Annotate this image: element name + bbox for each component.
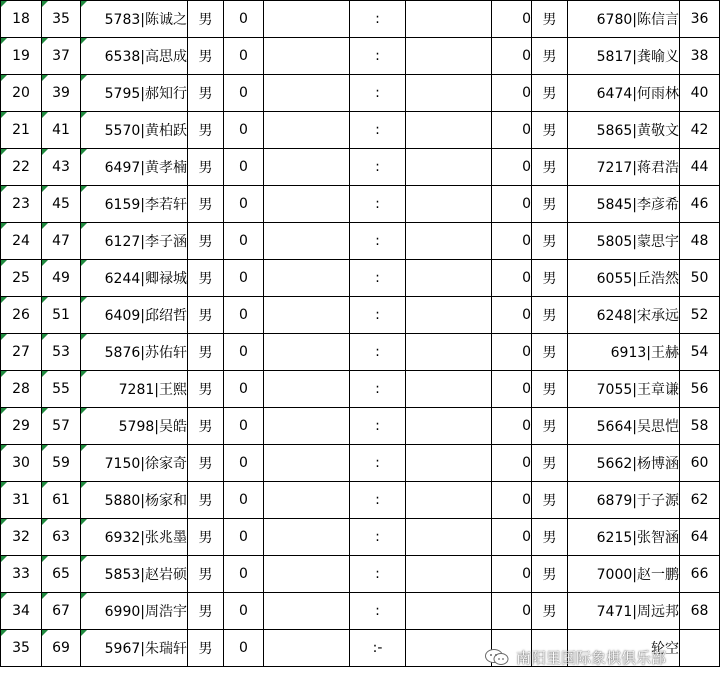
- result-left-blank-cell: [264, 112, 350, 149]
- table-row: [1, 223, 720, 260]
- left-score-cell: 0: [224, 334, 264, 371]
- result-right-blank-cell: [406, 112, 492, 149]
- result-separator-cell: :: [350, 38, 406, 75]
- right-seed-cell: [680, 630, 720, 667]
- wechat-icon: [484, 648, 510, 666]
- right-seed-cell: 46: [680, 186, 720, 223]
- right-seed-cell: 64: [680, 519, 720, 556]
- result-left-blank-cell: [264, 149, 350, 186]
- table-row: [1, 112, 720, 149]
- right-player-cell: 6780|陈信言: [568, 1, 680, 38]
- result-left-blank-cell: [264, 223, 350, 260]
- left-gender-cell: 男: [188, 593, 224, 630]
- result-separator-cell: :: [350, 482, 406, 519]
- result-separator-cell: :: [350, 223, 406, 260]
- result-right-blank-cell: [406, 1, 492, 38]
- table-row: [1, 260, 720, 297]
- left-seed-cell: 49: [42, 260, 81, 297]
- left-seed-cell: 37: [42, 38, 81, 75]
- result-right-blank-cell: [406, 371, 492, 408]
- watermark: [484, 646, 666, 668]
- result-separator-cell: :: [350, 408, 406, 445]
- result-right-blank-cell: [406, 75, 492, 112]
- right-score-cell: 0: [492, 38, 532, 75]
- left-score-cell: 0: [224, 75, 264, 112]
- right-score-cell: 0: [492, 445, 532, 482]
- result-left-blank-cell: [264, 334, 350, 371]
- result-separator-cell: :: [350, 371, 406, 408]
- left-gender-cell: 男: [188, 1, 224, 38]
- left-seed-cell: 57: [42, 408, 81, 445]
- right-gender-cell: 男: [532, 149, 568, 186]
- left-player-cell: 6159|李若轩: [81, 186, 188, 223]
- left-score-cell: 0: [224, 1, 264, 38]
- left-seed-cell: 41: [42, 112, 81, 149]
- right-player-cell: 5805|蒙思宇: [568, 223, 680, 260]
- result-left-blank-cell: [264, 593, 350, 630]
- right-player-cell: 6474|何雨林: [568, 75, 680, 112]
- left-player-cell: 6538|高思成: [81, 38, 188, 75]
- left-player-cell: 6127|李子涵: [81, 223, 188, 260]
- left-player-cell: 6409|邱绍哲: [81, 297, 188, 334]
- round-number-cell: 24: [1, 223, 42, 260]
- right-gender-cell: 男: [532, 38, 568, 75]
- table-row: [1, 482, 720, 519]
- table-row: [1, 593, 720, 630]
- left-gender-cell: 男: [188, 260, 224, 297]
- left-seed-cell: 55: [42, 371, 81, 408]
- right-seed-cell: 38: [680, 38, 720, 75]
- table-row: [1, 1, 720, 38]
- left-score-cell: 0: [224, 593, 264, 630]
- left-gender-cell: 男: [188, 519, 224, 556]
- result-right-blank-cell: [406, 38, 492, 75]
- result-separator-cell: :-: [350, 630, 406, 667]
- right-seed-cell: 42: [680, 112, 720, 149]
- left-gender-cell: 男: [188, 630, 224, 667]
- right-seed-cell: 62: [680, 482, 720, 519]
- result-left-blank-cell: [264, 260, 350, 297]
- round-number-cell: 26: [1, 297, 42, 334]
- result-separator-cell: :: [350, 556, 406, 593]
- right-player-cell: 7217|蒋君浩: [568, 149, 680, 186]
- table-row: [1, 445, 720, 482]
- result-right-blank-cell: [406, 223, 492, 260]
- left-seed-cell: 69: [42, 630, 81, 667]
- right-score-cell: 0: [492, 260, 532, 297]
- left-player-cell: 5570|黄柏跃: [81, 112, 188, 149]
- left-seed-cell: 61: [42, 482, 81, 519]
- right-seed-cell: 44: [680, 149, 720, 186]
- round-number-cell: 29: [1, 408, 42, 445]
- right-gender-cell: 男: [532, 482, 568, 519]
- right-player-cell: 6913|王赫: [568, 334, 680, 371]
- left-score-cell: 0: [224, 186, 264, 223]
- left-score-cell: 0: [224, 260, 264, 297]
- left-player-cell: 5876|苏佑轩: [81, 334, 188, 371]
- left-seed-cell: 35: [42, 1, 81, 38]
- left-gender-cell: 男: [188, 371, 224, 408]
- right-seed-cell: 36: [680, 1, 720, 38]
- left-player-cell: 5967|朱瑞轩: [81, 630, 188, 667]
- right-player-cell: 6055|丘浩然: [568, 260, 680, 297]
- watermark-text: 南阳里国际象棋俱乐部: [516, 648, 667, 667]
- left-score-cell: 0: [224, 297, 264, 334]
- right-score-cell: 0: [492, 482, 532, 519]
- right-seed-cell: 66: [680, 556, 720, 593]
- right-player-cell: 6879|于子源: [568, 482, 680, 519]
- right-seed-cell: 50: [680, 260, 720, 297]
- right-gender-cell: 男: [532, 297, 568, 334]
- right-seed-cell: 54: [680, 334, 720, 371]
- right-seed-cell: 68: [680, 593, 720, 630]
- result-separator-cell: :: [350, 519, 406, 556]
- table-row: [1, 297, 720, 334]
- result-right-blank-cell: [406, 519, 492, 556]
- left-score-cell: 0: [224, 112, 264, 149]
- result-right-blank-cell: [406, 149, 492, 186]
- result-left-blank-cell: [264, 371, 350, 408]
- right-score-cell: 0: [492, 556, 532, 593]
- round-number-cell: 34: [1, 593, 42, 630]
- left-seed-cell: 59: [42, 445, 81, 482]
- left-gender-cell: 男: [188, 297, 224, 334]
- right-gender-cell: 男: [532, 519, 568, 556]
- left-gender-cell: 男: [188, 75, 224, 112]
- right-gender-cell: 男: [532, 186, 568, 223]
- right-seed-cell: 58: [680, 408, 720, 445]
- left-gender-cell: 男: [188, 223, 224, 260]
- left-seed-cell: 45: [42, 186, 81, 223]
- result-separator-cell: :: [350, 297, 406, 334]
- table-row: [1, 556, 720, 593]
- result-separator-cell: :: [350, 1, 406, 38]
- result-right-blank-cell: [406, 408, 492, 445]
- left-seed-cell: 53: [42, 334, 81, 371]
- round-number-cell: 23: [1, 186, 42, 223]
- right-player-cell: 5817|龚喻义: [568, 38, 680, 75]
- left-score-cell: 0: [224, 630, 264, 667]
- result-left-blank-cell: [264, 445, 350, 482]
- right-score-cell: 0: [492, 297, 532, 334]
- right-gender-cell: 男: [532, 445, 568, 482]
- result-separator-cell: :: [350, 593, 406, 630]
- table-row: [1, 519, 720, 556]
- result-left-blank-cell: [264, 75, 350, 112]
- right-gender-cell: 男: [532, 371, 568, 408]
- left-seed-cell: 67: [42, 593, 81, 630]
- round-number-cell: 25: [1, 260, 42, 297]
- left-player-cell: 6932|张兆墨: [81, 519, 188, 556]
- right-seed-cell: 48: [680, 223, 720, 260]
- left-player-cell: 5853|赵岩硕: [81, 556, 188, 593]
- right-seed-cell: 52: [680, 297, 720, 334]
- right-gender-cell: 男: [532, 112, 568, 149]
- left-seed-cell: 65: [42, 556, 81, 593]
- result-right-blank-cell: [406, 297, 492, 334]
- left-player-cell: 5798|吴皓: [81, 408, 188, 445]
- left-gender-cell: 男: [188, 38, 224, 75]
- right-score-cell: 0: [492, 593, 532, 630]
- result-left-blank-cell: [264, 38, 350, 75]
- right-score-cell: 0: [492, 149, 532, 186]
- result-separator-cell: :: [350, 186, 406, 223]
- left-score-cell: 0: [224, 482, 264, 519]
- right-gender-cell: 男: [532, 593, 568, 630]
- round-number-cell: 22: [1, 149, 42, 186]
- table-row: [1, 408, 720, 445]
- result-right-blank-cell: [406, 186, 492, 223]
- right-player-cell: 6215|张智涵: [568, 519, 680, 556]
- left-gender-cell: 男: [188, 556, 224, 593]
- right-seed-cell: 56: [680, 371, 720, 408]
- right-player-cell: 7000|赵一鹏: [568, 556, 680, 593]
- result-separator-cell: :: [350, 75, 406, 112]
- right-gender-cell: 男: [532, 223, 568, 260]
- table-row: [1, 38, 720, 75]
- table-row: [1, 149, 720, 186]
- right-score-cell: 0: [492, 112, 532, 149]
- left-score-cell: 0: [224, 408, 264, 445]
- result-right-blank-cell: [406, 482, 492, 519]
- left-gender-cell: 男: [188, 334, 224, 371]
- left-score-cell: 0: [224, 38, 264, 75]
- table-row: [1, 371, 720, 408]
- right-gender-cell: 男: [532, 1, 568, 38]
- round-number-cell: 32: [1, 519, 42, 556]
- round-number-cell: 33: [1, 556, 42, 593]
- result-right-blank-cell: [406, 260, 492, 297]
- right-player-cell: 轮空: [568, 630, 680, 667]
- left-score-cell: 0: [224, 519, 264, 556]
- table-row: [1, 334, 720, 371]
- result-left-blank-cell: [264, 482, 350, 519]
- left-score-cell: 0: [224, 556, 264, 593]
- right-gender-cell: 男: [532, 408, 568, 445]
- left-score-cell: 0: [224, 445, 264, 482]
- result-separator-cell: :: [350, 112, 406, 149]
- round-number-cell: 35: [1, 630, 42, 667]
- right-player-cell: 7471|周远邦: [568, 593, 680, 630]
- result-separator-cell: :: [350, 260, 406, 297]
- right-player-cell: 5662|杨博涵: [568, 445, 680, 482]
- result-left-blank-cell: [264, 297, 350, 334]
- left-seed-cell: 47: [42, 223, 81, 260]
- result-separator-cell: :: [350, 445, 406, 482]
- left-player-cell: 7150|徐家奇: [81, 445, 188, 482]
- result-right-blank-cell: [406, 334, 492, 371]
- right-score-cell: 0: [492, 223, 532, 260]
- right-seed-cell: 40: [680, 75, 720, 112]
- left-player-cell: 6990|周浩宇: [81, 593, 188, 630]
- right-gender-cell: 男: [532, 75, 568, 112]
- result-left-blank-cell: [264, 556, 350, 593]
- right-player-cell: 6248|宋承远: [568, 297, 680, 334]
- right-seed-cell: 60: [680, 445, 720, 482]
- result-right-blank-cell: [406, 445, 492, 482]
- round-number-cell: 30: [1, 445, 42, 482]
- round-number-cell: 20: [1, 75, 42, 112]
- result-separator-cell: :: [350, 149, 406, 186]
- result-left-blank-cell: [264, 186, 350, 223]
- round-number-cell: 19: [1, 38, 42, 75]
- right-score-cell: 0: [492, 334, 532, 371]
- left-score-cell: 0: [224, 223, 264, 260]
- left-player-cell: 7281|王熙: [81, 371, 188, 408]
- left-gender-cell: 男: [188, 186, 224, 223]
- left-player-cell: 6497|黄孝楠: [81, 149, 188, 186]
- result-left-blank-cell: [264, 1, 350, 38]
- round-number-cell: 21: [1, 112, 42, 149]
- result-right-blank-cell: [406, 630, 492, 667]
- right-gender-cell: 男: [532, 260, 568, 297]
- right-score-cell: 0: [492, 371, 532, 408]
- result-right-blank-cell: [406, 556, 492, 593]
- left-gender-cell: 男: [188, 112, 224, 149]
- left-player-cell: 5783|陈诚之: [81, 1, 188, 38]
- round-number-cell: 27: [1, 334, 42, 371]
- left-seed-cell: 43: [42, 149, 81, 186]
- right-score-cell: 0: [492, 186, 532, 223]
- right-player-cell: 5845|李彦希: [568, 186, 680, 223]
- right-player-cell: 5664|吴思恺: [568, 408, 680, 445]
- right-gender-cell: 男: [532, 556, 568, 593]
- right-score-cell: 0: [492, 1, 532, 38]
- right-player-cell: 7055|王章谦: [568, 371, 680, 408]
- table-row: [1, 186, 720, 223]
- left-seed-cell: 51: [42, 297, 81, 334]
- result-right-blank-cell: [406, 593, 492, 630]
- result-separator-cell: :: [350, 334, 406, 371]
- right-score-cell: 0: [492, 519, 532, 556]
- round-number-cell: 28: [1, 371, 42, 408]
- round-number-cell: 31: [1, 482, 42, 519]
- right-gender-cell: 男: [532, 334, 568, 371]
- left-player-cell: 5795|郝知行: [81, 75, 188, 112]
- right-score-cell: 0: [492, 75, 532, 112]
- result-left-blank-cell: [264, 519, 350, 556]
- right-player-cell: 5865|黄敬文: [568, 112, 680, 149]
- left-gender-cell: 男: [188, 408, 224, 445]
- result-left-blank-cell: [264, 408, 350, 445]
- round-number-cell: 18: [1, 1, 42, 38]
- right-score-cell: 0: [492, 408, 532, 445]
- left-seed-cell: 39: [42, 75, 81, 112]
- left-gender-cell: 男: [188, 149, 224, 186]
- left-seed-cell: 63: [42, 519, 81, 556]
- left-player-cell: 5880|杨家和: [81, 482, 188, 519]
- left-score-cell: 0: [224, 149, 264, 186]
- table-row: [1, 75, 720, 112]
- left-gender-cell: 男: [188, 445, 224, 482]
- result-left-blank-cell: [264, 630, 350, 667]
- left-player-cell: 6244|卿禄城: [81, 260, 188, 297]
- left-score-cell: 0: [224, 371, 264, 408]
- left-gender-cell: 男: [188, 482, 224, 519]
